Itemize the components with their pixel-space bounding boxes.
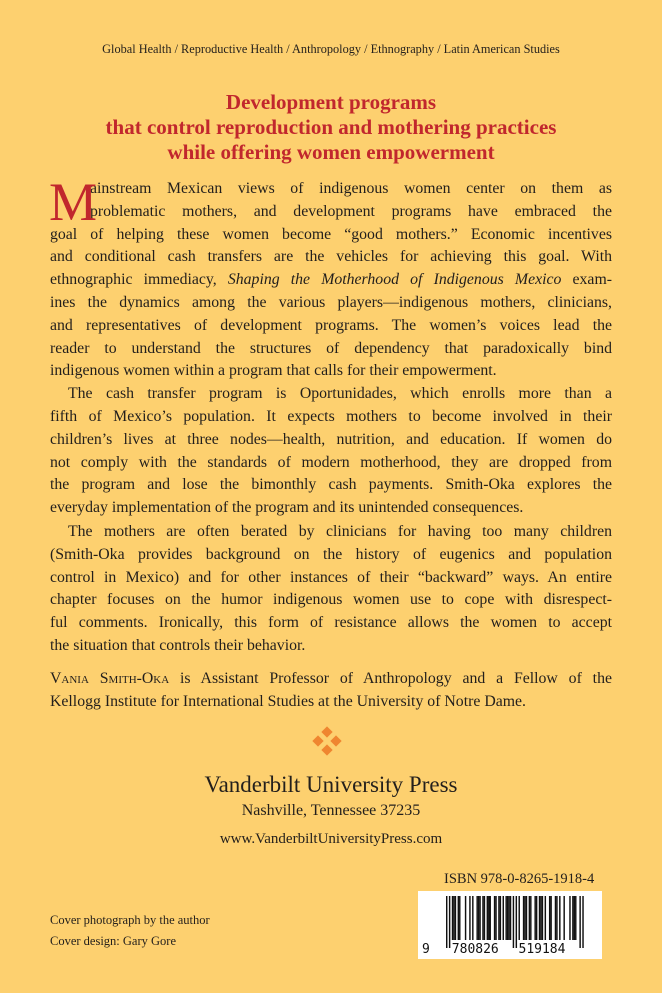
publisher-city: Nashville, Tennessee 37235: [241, 802, 421, 819]
barcode-bar: [503, 896, 504, 940]
text-line: indigenous women within a program that calls for their empowerment.: [50, 362, 497, 380]
text-line: goal of helping these women become “good mothers.” Economic incentives: [50, 225, 612, 243]
headline-line: while offering women empowerment: [167, 140, 495, 164]
text-segment: ethnographic immediacy,: [50, 271, 228, 289]
barcode-bar: [488, 896, 489, 940]
barcode-bar: [449, 896, 450, 948]
text-line: children’s lives at three nodes—health, nutrition, and education. If women do: [50, 430, 612, 448]
barcode-bar: [519, 896, 520, 940]
barcode-bar: [556, 896, 557, 940]
book-title: Shaping the Motherhood of Indigenous Mexico: [227, 271, 562, 289]
text-line: [50, 269, 612, 292]
barcode-bar: [530, 896, 531, 940]
subject-categories: Global Health / Reproductive Health / Anthropology / Ethnography / Latin American Studies: [102, 42, 560, 56]
barcode-bar: [490, 896, 491, 940]
headline: [0, 90, 662, 165]
barcode-bar: [550, 896, 551, 940]
text-line: fifth of Mexico’s population. It expects mothers to become involved in their: [50, 407, 612, 425]
barcode-bar: [487, 896, 488, 940]
barcode-bar: [582, 896, 583, 948]
text-line: ful comments. Ironically, this form of resistance allows the women to accept: [50, 614, 612, 632]
diamond-ornament-icon: [313, 727, 341, 755]
barcode-bar: [494, 896, 495, 940]
photo-credit: Cover photograph by the author: [50, 913, 210, 927]
author-bio: [50, 668, 612, 714]
text-line: chapter focuses on the humor indigenous women use to cope with disrespect-: [50, 591, 612, 609]
headline-line: Development programs: [225, 90, 437, 114]
text-line: Kellogg Institute for International Studies at the University of Notre Dame.: [50, 692, 526, 710]
barcode-bar: [539, 896, 540, 940]
barcode-bar: [478, 896, 479, 940]
barcode-bar: [482, 896, 483, 940]
drop-cap: M: [49, 172, 98, 232]
barcode-bar: [495, 896, 496, 940]
text-line: not comply with the standards of modern motherhood, they are dropped from: [50, 453, 612, 471]
text-line: (Smith-Oka provides background on the history of eugenics and population: [50, 545, 612, 563]
barcode-bar: [572, 896, 573, 940]
design-credit: Cover design: Gary Gore: [50, 934, 177, 948]
barcode-bar: [569, 896, 570, 940]
text-line: ainstream Mexican views of indigenous women center on them as: [90, 180, 612, 197]
barcode-bar: [510, 896, 511, 940]
text-line: The mothers are often berated by clinicians for having too many children: [68, 522, 612, 540]
paragraph-1: [49, 172, 612, 383]
barcode-bar: [542, 896, 543, 940]
barcode-bar: [479, 896, 480, 940]
barcode-bar: [574, 896, 575, 940]
barcode-bar: [575, 896, 576, 940]
barcode-bar: [508, 896, 509, 940]
text-line: the program and lose the bimonthly cash payments. Smith-Oka explores the: [50, 476, 612, 494]
barcode-digits: 780826: [451, 942, 499, 957]
text-segment: is Assistant Professor of Anthropology and a Fellow of the: [169, 669, 612, 687]
barcode-digits: 519184: [518, 942, 566, 957]
text-line: The cash transfer program is Oportunidades, which enrolls more than a: [68, 385, 612, 403]
text-line: reader to understand the structures of dependency that paradoxically bind: [50, 339, 612, 357]
barcode-bar: [453, 896, 454, 940]
barcode-bars: [418, 891, 602, 959]
barcode-bar: [476, 896, 477, 940]
barcode-bar: [458, 896, 459, 940]
text-line: and conditional cash transfers are the vehicles for achieving this goal. With: [50, 248, 612, 266]
text-segment: exam-: [561, 271, 612, 289]
barcode-bar: [529, 896, 530, 940]
barcode-bar: [500, 896, 501, 940]
barcode-bar: [549, 896, 550, 940]
text-line: everyday implementation of the program and its unintended consequences.: [50, 499, 524, 517]
barcode-bar: [516, 896, 517, 948]
barcode-bar: [536, 896, 537, 940]
text-line: ines the dynamics among the various players—indigenous mothers, clinicians,: [50, 293, 612, 311]
barcode-bar: [484, 896, 485, 940]
barcode-bar: [507, 896, 508, 940]
text-line: [50, 668, 612, 691]
barcode-bar: [446, 896, 447, 948]
headline-line: that control reproduction and mothering practices: [105, 115, 557, 139]
barcode-bar: [452, 896, 453, 940]
barcode-bar: [559, 896, 560, 940]
description: [49, 172, 612, 713]
barcode: [418, 891, 602, 959]
barcode-bar: [545, 896, 546, 940]
barcode-bar: [555, 896, 556, 940]
barcode-bar: [523, 896, 524, 940]
text-line: the situation that controls their behavior.: [50, 636, 306, 654]
barcode-bar: [472, 896, 473, 940]
text-line: and representatives of development programs. The women’s voices lead the: [50, 316, 612, 334]
paragraph-2: [50, 383, 612, 520]
text-line: control in Mexico) and for other instances of their “backward” ways. An entire: [50, 568, 612, 586]
barcode-bar: [526, 896, 527, 940]
publisher-url: www.VanderbiltUniversityPress.com: [219, 831, 443, 847]
cover-credits: [50, 910, 210, 952]
publisher-name: Vanderbilt University Press: [204, 772, 458, 797]
barcode-bar: [465, 896, 466, 940]
barcode-bar: [534, 896, 535, 940]
barcode-bar: [540, 896, 541, 940]
barcode-bar: [579, 896, 580, 948]
barcode-digits: 9: [422, 942, 430, 957]
barcode-bar: [455, 896, 456, 940]
barcode-bar: [505, 896, 506, 940]
isbn: ISBN 978-0-8265-1918-4: [444, 871, 595, 887]
author-name: Vania Smith-Oka: [50, 669, 170, 687]
barcode-bar: [498, 896, 499, 940]
barcode-bar: [513, 896, 514, 948]
barcode-bar: [524, 896, 525, 940]
barcode-bar: [459, 896, 460, 940]
barcode-bar: [469, 896, 470, 940]
paragraph-3: [50, 521, 612, 658]
barcode-bar: [563, 896, 564, 940]
text-line: problematic mothers, and development programs have embraced the: [90, 202, 612, 220]
